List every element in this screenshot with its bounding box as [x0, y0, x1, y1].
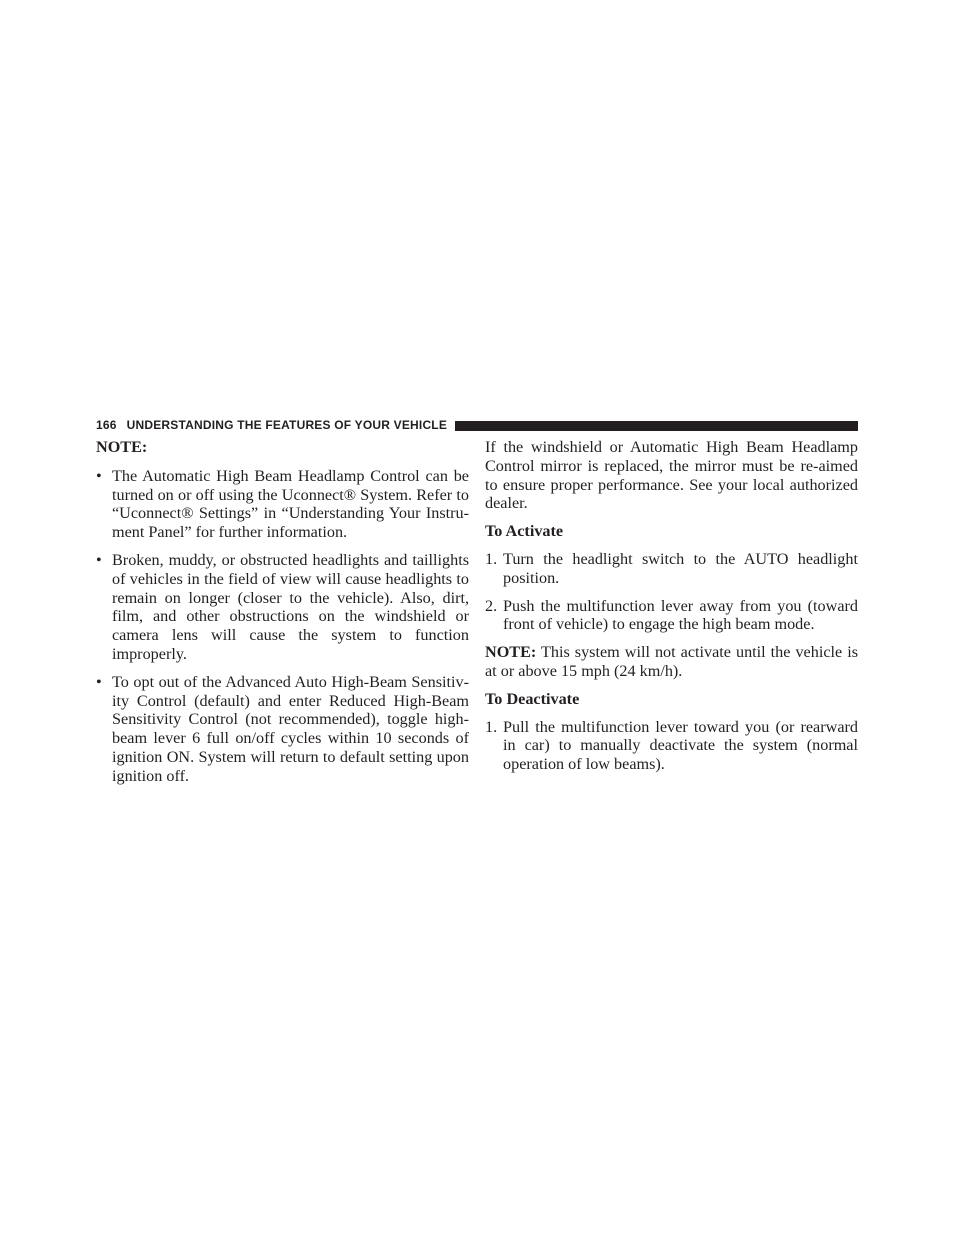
bullet-icon: • — [96, 550, 102, 569]
page-header — [96, 417, 858, 433]
page-number: 166 — [96, 418, 117, 432]
bullet-icon: • — [96, 672, 102, 691]
left-column — [96, 438, 469, 795]
header-rule-bar — [455, 421, 858, 431]
speed-note — [485, 643, 858, 681]
deactivate-steps — [485, 718, 858, 774]
list-item — [485, 718, 858, 774]
step-text: Turn the headlight switch to the AUTO headlight position. — [503, 549, 858, 587]
bullet-icon: • — [96, 466, 102, 485]
right-column — [485, 438, 858, 783]
note-bullet-list — [96, 467, 469, 786]
bullet-text: Broken, muddy, or obstructed headlights and taillights of vehicles in the field of view will cause headlights to remain on longer (closer to the vehicle). Also, dirt, film, and other obstructions on the windshield or camera lens will cause the system to function improperly. — [112, 550, 469, 663]
activate-heading: To Activate — [485, 522, 564, 541]
section-title: UNDERSTANDING THE FEATURES OF YOUR VEHICLE — [126, 418, 448, 432]
step-number: 1. — [485, 549, 498, 568]
step-text: Push the multifunction lever away from you (toward front of vehicle) to engage the high beam mode. — [503, 596, 858, 634]
note-heading: NOTE: — [96, 438, 148, 456]
list-item — [96, 551, 469, 664]
list-item — [96, 673, 469, 786]
list-item — [485, 550, 858, 588]
bullet-text: To opt out of the Advanced Auto High-Beam Sensitiv-ity Control (default) and enter Reduced High-Beam Sensitivity Control (not recommended), toggle high-beam lever 6 full on/off cycles within 10 seconds of ignition ON. System will return to default setting upon ignition off. — [112, 672, 469, 785]
step-text: Pull the multifunction lever toward you (or rearward in car) to manually deactivate the system (normal operation of low beams). — [503, 717, 858, 774]
deactivate-heading: To Deactivate — [485, 689, 580, 708]
activate-steps — [485, 550, 858, 634]
step-number: 1. — [485, 717, 498, 736]
bullet-text: The Automatic High Beam Headlamp Control can be turned on or off using the Uconnect® System. Refer to “Uconnect® Settings” in “Understanding Your Instru-ment Panel” for further information. — [112, 466, 469, 542]
step-number: 2. — [485, 596, 498, 615]
note-text: This system will not activate until the vehicle is at or above 15 mph (24 km/h). — [485, 643, 858, 680]
note-label: NOTE: — [485, 643, 537, 662]
list-item — [485, 597, 858, 635]
list-item — [96, 467, 469, 542]
intro-paragraph: If the windshield or Automatic High Beam Headlamp Control mirror is replaced, the mirror must be re-aimed to ensure proper performance. See your local authorized dealer. — [485, 438, 858, 513]
